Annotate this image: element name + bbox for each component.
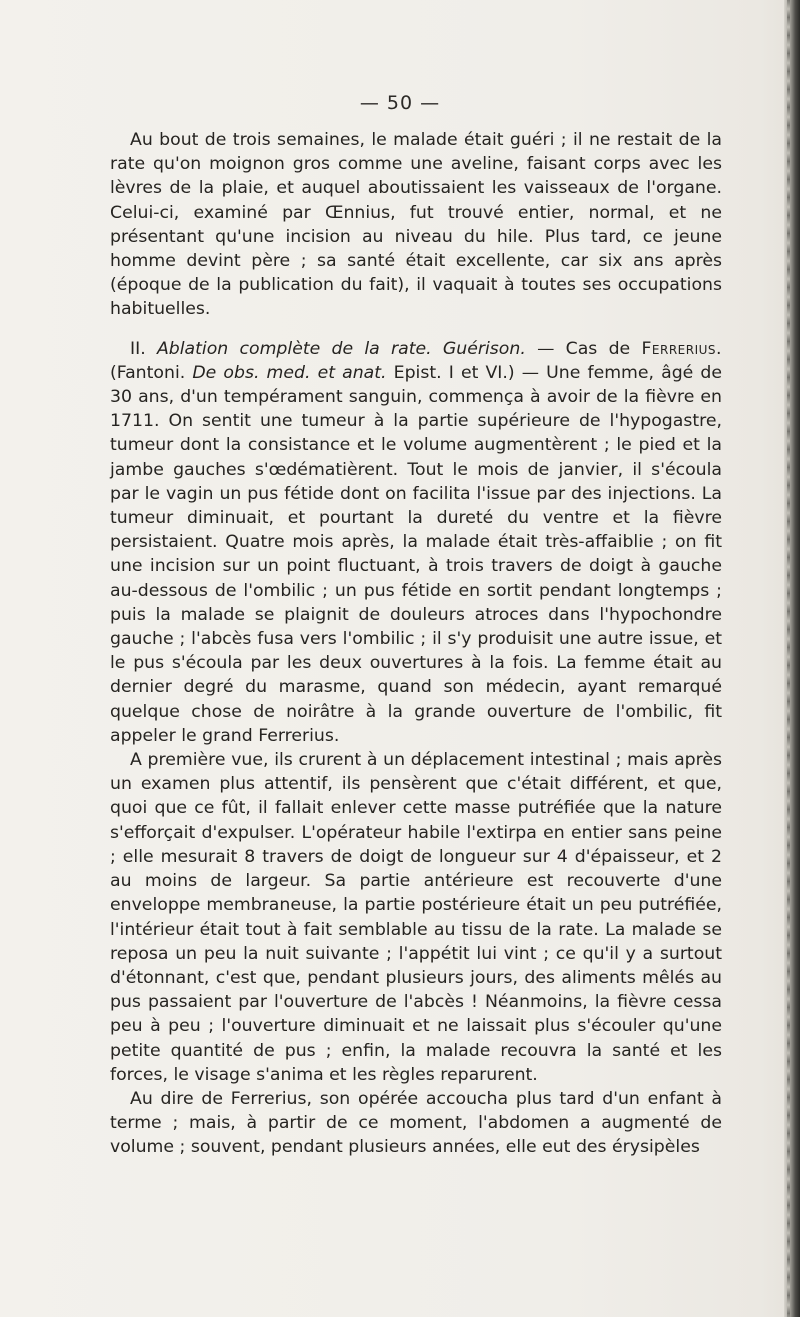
page-edge-texture xyxy=(787,0,790,1317)
section-title: Ablation complète de la rate. Guérison. xyxy=(156,338,526,359)
paragraph-4: Au dire de Ferrerius, son opérée accoucha plus tard d'un enfant à terme ; mais, à partir de ce moment, l'abdomen a augmenté de volume ; souvent, pendant plusieurs années, elle eut des érysipèles xyxy=(110,1088,722,1158)
reference-title: De obs. med. et anat. xyxy=(192,362,387,383)
case-prefix: — Cas de xyxy=(537,338,631,359)
text-body xyxy=(110,128,722,1160)
section-number: II. xyxy=(130,338,146,359)
page-number-header: — 50 — xyxy=(359,92,441,114)
reference-rest: Epist. I et VI.) xyxy=(393,362,515,383)
paragraph-3: A première vue, ils crurent à un déplacement intestinal ; mais après un examen plus attentif, ils pensèrent que c'était différent, et que, quoi que ce fût, il fallait enlever cette masse putréfiée que la nature s'efforçait d'expulser. L'opérateur habile l'extirpa en entier sans peine ; elle mesurait 8 travers de doigt de longueur sur 4 d'épaisseur, et 2 au moins de largeur. Sa partie antérieure est recouverte d'une enveloppe membraneuse, la partie postérieure était un peu putréfiée, l'intérieur était tout à fait semblable au tissu de la rate. La malade se reposa un peu la nuit suivante ; l'appétit lui vint ; ce qu'il y a surtout d'étonnant, c'est que, pendant plusieurs jours, des aliments mêlés au pus passaient par l'ouverture de l'abcès ! Néanmoins, la fièvre cessa peu à peu ; l'ouverture diminuait et ne laissait plus s'écouler qu'une petite quantité de pus ; enfin, la malade recouvra la santé et les forces, le visage s'anima et les règles reparurent. xyxy=(110,750,722,1085)
paragraph-1: Au bout de trois semaines, le malade était guéri ; il ne restait de la rate qu'on moignon gros comme une aveline, faisant corps avec les lèvres de la plaie, et auquel aboutissaient les vaisseaux de l'organe. Celui-ci, examiné par Œnnius, fut trouvé entier, normal, et ne présentant qu'une incision au niveau du hile. Plus tard, ce jeune homme devint père ; sa santé était excellente, car six ans après (époque de la publication du fait), il vaquait à toutes ses occupations habituelles. xyxy=(110,130,722,320)
section-2-body: — Une femme, âgé de 30 ans, d'un tempérament sanguin, commença à avoir de la fièvre en 1711. On sentit une tumeur à la partie supérieure de l'hypogastre, tumeur dont la consistance et le volume augmentèrent ; le pied et la jambe gauches s'œdématièrent. Tout le mois de janvier, il s'écoula par le vagin un pus fétide dont on facilita l'issue par des injections. La tumeur diminuait, et pourtant la dureté du ventre et la fièvre persistaient. Quatre mois après, la malade était très-affaiblie ; on fit une incision sur un point fluctuant, à trois travers de doigt à gauche au-dessous de l'ombilic ; un pus fétide en sortit pendant longtemps ; puis la malade se plaignit de douleurs atroces dans l'hypochondre gauche ; l'abcès fusa vers l'ombilic ; il s'y produisit une autre issue, et le pus s'écoula par les deux ouvertures à la fois. La femme était au dernier degré du marasme, quand son médecin, ayant remarqué quelque chose de noirâtre à la grande ouverture de l'ombilic, fit appeler le grand Ferrerius. xyxy=(110,362,723,746)
reference-open: (Fantoni. xyxy=(110,362,186,383)
section-2-paragraph xyxy=(110,337,722,748)
case-name: Ferrerius. xyxy=(641,338,723,359)
